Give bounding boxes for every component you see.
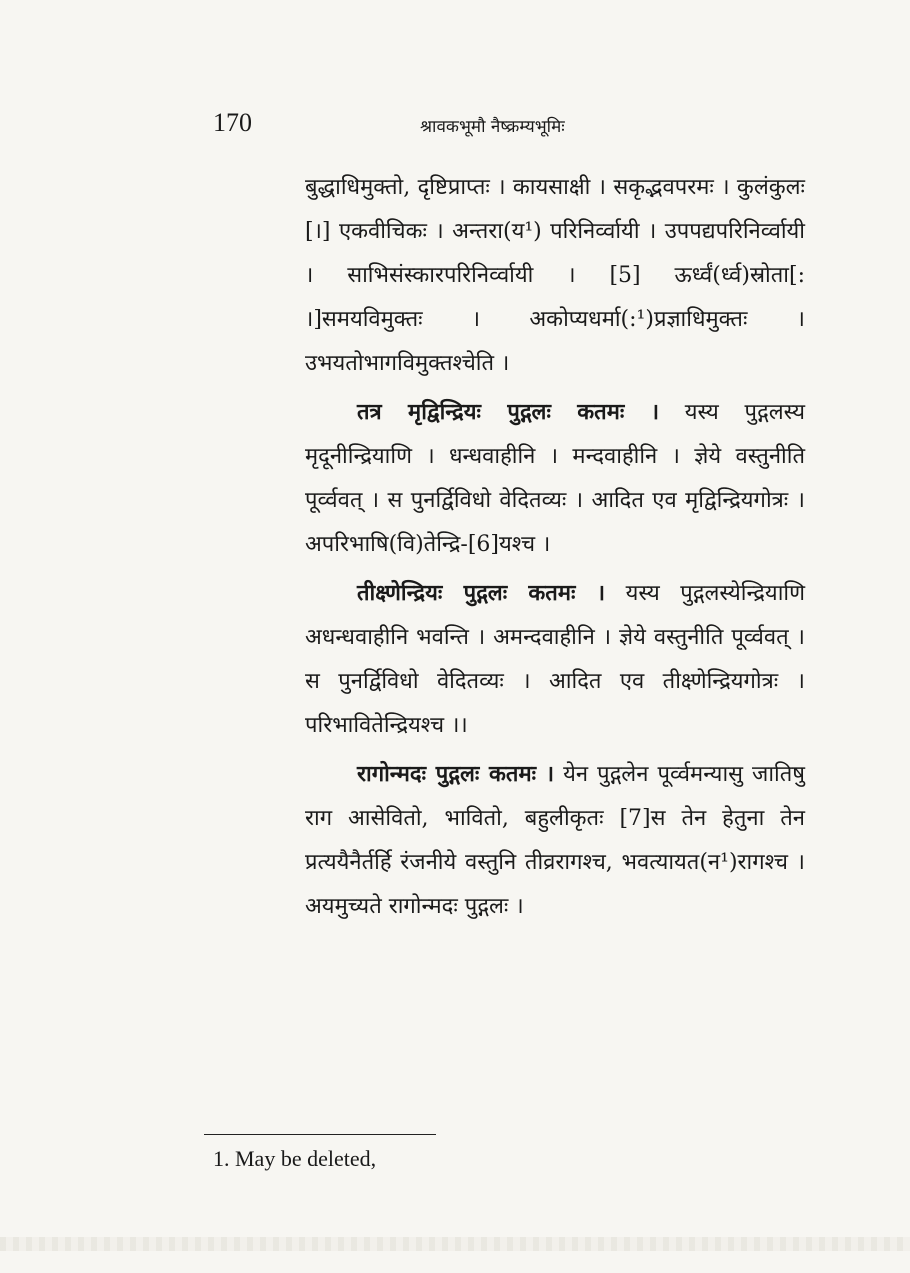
footnote-rule xyxy=(204,1134,436,1135)
paragraph-text: यस्य पुद्गलस्येन्द्रियाणि अधन्धवाहीनि भवन्ति । अमन्दवाहीनि । ज्ञेये वस्तुनीति पूर्व्ववत् । स पुनर्द्विविधो वेदितव्यः । आदित एव तीक्ष्णेन्द्रियगोत्रः । परिभावितेन्द्रियश्च ।। xyxy=(305,581,805,738)
paragraph-1 xyxy=(305,166,805,386)
footnote: 1. May be deleted, xyxy=(213,1146,377,1171)
body-text xyxy=(305,166,805,929)
paragraph-heading: तत्र मृद्विन्द्रियः पुद्गलः कतमः । xyxy=(357,399,660,425)
scan-edge-artifact xyxy=(0,1237,910,1251)
paragraph-3 xyxy=(305,571,805,748)
paragraph-2 xyxy=(305,390,805,567)
paragraph-heading: रागोन्मदः पुद्गलः कतमः । xyxy=(357,761,555,787)
paragraph-text: बुद्धाधिमुक्तो, दृष्टिप्राप्तः । कायसाक्षी । सकृद्भवपरमः । कुलंकुलः [।] एकवीचिकः । अन्तरा(य¹) परिनिर्व्वायी । उपपद्यपरिनिर्व्वायी । साभिसंस्कारपरिनिर्व्वायी । [5] ऊर्ध्वं(र्ध्व)स्रोता[: ।]समयविमुक्तः । अकोप्यधर्मा(:¹)प्रज्ञाधिमुक्तः । उभयतोभागविमुक्तश्चेति । xyxy=(305,175,805,376)
page-number: 170 xyxy=(213,108,252,137)
running-head: श्रावकभूमौ नैष्क्रम्यभूमिः xyxy=(420,117,565,137)
paragraph-4 xyxy=(305,752,805,929)
paragraph-text: येन पुद्गलेन पूर्व्वमन्यासु जातिषु राग आसेवितो, भावितो, बहुलीकृतः [7]स तेन हेतुना तेन प्रत्ययैनैर्तर्हि रंजनीये वस्तुनि तीव्ररागश्च, भवत्यायत(न¹)रागश्च । अयमुच्यते रागोन्मदः पुद्गलः । xyxy=(305,762,806,919)
paragraph-heading: तीक्ष्णेन्द्रियः पुद्गलः कतमः । xyxy=(357,580,606,606)
paragraph-text: यस्य पुद्गलस्य मृदूनीन्द्रियाणि । धन्धवाहीनि । मन्दवाहीनि । ज्ञेये वस्तुनीति पूर्व्ववत् । स पुनर्द्विविधो वेदितव्यः । आदित एव मृद्विन्द्रियगोत्रः । अपरिभाषि(वि)तेन्द्रि-[6]यश्च । xyxy=(305,400,805,557)
